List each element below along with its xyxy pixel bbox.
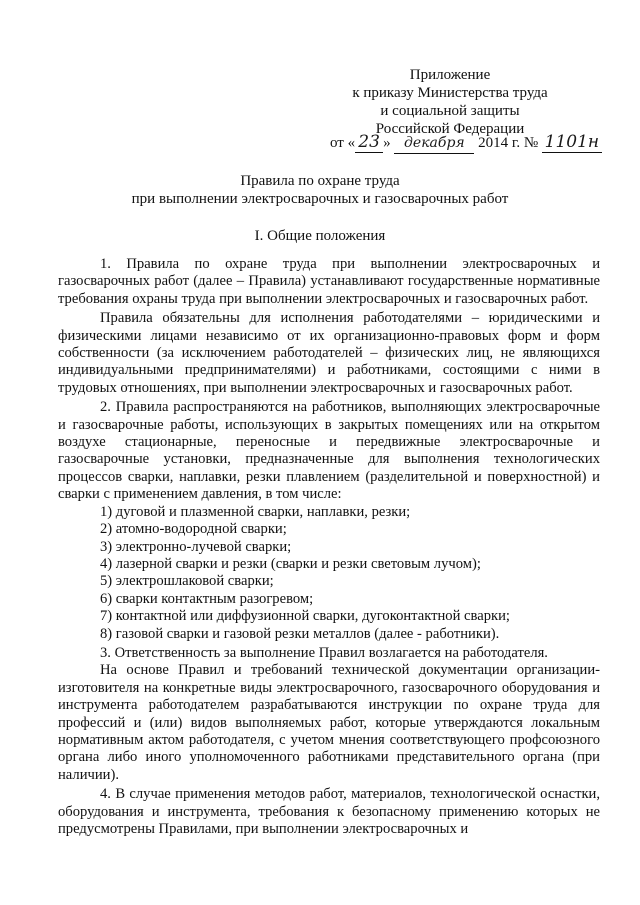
paragraph-3: 2. Правила распространяются на работников, выполняющих электросварочные и газосварочные работы, использующих в закрытых помещениях или на открытом воздухе стационарные, переносные и передвижные электросварочные и газосварочные установки, предназначенные для выполнения технологических процессов сварки, наплавки, резки плавлением (разделительной и поверхностной) и сварки с применением давления, в том числе: bbox=[58, 399, 600, 503]
order-year: 2014 г. № bbox=[478, 135, 539, 151]
document-body bbox=[58, 256, 600, 838]
paragraph-2: Правила обязательны для исполнения работодателями – юридическими и физическими лицами независимо от их организационно-правовых форм и форм собственности (за исключением работодателей – физических лиц, не являющихся индивидуальными предпринимателями) и работниками, состоящими с ними в трудовых отношениях, при выполнении электросварочных и газосварочных работ. bbox=[58, 310, 600, 396]
list-item: 4) лазерной сварки и резки (сварки и резки световым лучом); bbox=[100, 555, 481, 572]
paragraph-1: 1. Правила по охране труда при выполнении электросварочных и газосварочных работ (далее – Правила) устанавливают государственные нормативные требования охраны труда при выполнении электросварочных и газосварочных работ. bbox=[58, 256, 600, 307]
paragraph-5: На основе Правил и требований технической документации организации-изготовителя на конкретные виды электросварочного, газосварочного оборудования и инструмента работодателем разрабатываются инструкции по охране труда для профессий и (или) видов выполняемых работ, которые утверждаются локальным нормативным актом работодателя, с учетом мнения соответствующего профсоюзного органа либо иного уполномоченного работниками представительного органа (при наличии). bbox=[58, 662, 600, 783]
list-item: 5) электрошлаковой сварки; bbox=[100, 573, 274, 590]
title-line-2: при выполнении электросварочных и газосварочных работ bbox=[131, 191, 509, 207]
header-line-1: Приложение bbox=[409, 67, 491, 83]
list-item: 6) сварки контактным разогревом; bbox=[100, 590, 314, 607]
paragraph-4: 3. Ответственность за выполнение Правил возлагается на работодателя. bbox=[100, 644, 548, 661]
section-heading: I. Общие положения bbox=[254, 228, 386, 244]
list-item: 1) дуговой и плазменной сварки, наплавки, резки; bbox=[100, 503, 411, 520]
document-title bbox=[40, 172, 600, 208]
order-number-handwritten: 1101н bbox=[542, 132, 602, 153]
list-item: 8) газовой сварки и газовой резки металлов (далее - работники). bbox=[100, 625, 500, 642]
order-prefix: от « bbox=[330, 135, 356, 151]
order-date-number bbox=[330, 132, 610, 154]
order-month-handwritten: декабря bbox=[394, 133, 474, 154]
header-line-4: Российской Федерации bbox=[375, 121, 525, 137]
order-sep: » bbox=[383, 135, 391, 151]
header-line-3: и социальной защиты bbox=[380, 103, 520, 119]
title-line-1: Правила по охране труда bbox=[240, 173, 400, 189]
list-item: 2) атомно-водородной сварки; bbox=[100, 521, 287, 538]
list-item: 3) электронно-лучевой сварки; bbox=[100, 538, 292, 555]
list-item: 7) контактной или диффузионной сварки, дугоконтактной сварки; bbox=[100, 608, 510, 625]
paragraph-6: 4. В случае применения методов работ, материалов, технологической оснастки, оборудования и инструмента, требования к безопасному применению которых не предусмотрены Правилами, при выполнении электросварочных и bbox=[58, 786, 600, 837]
order-day-handwritten: 23 bbox=[355, 132, 383, 153]
header-line-2: к приказу Министерства труда bbox=[352, 85, 548, 101]
appendix-header bbox=[300, 66, 600, 138]
